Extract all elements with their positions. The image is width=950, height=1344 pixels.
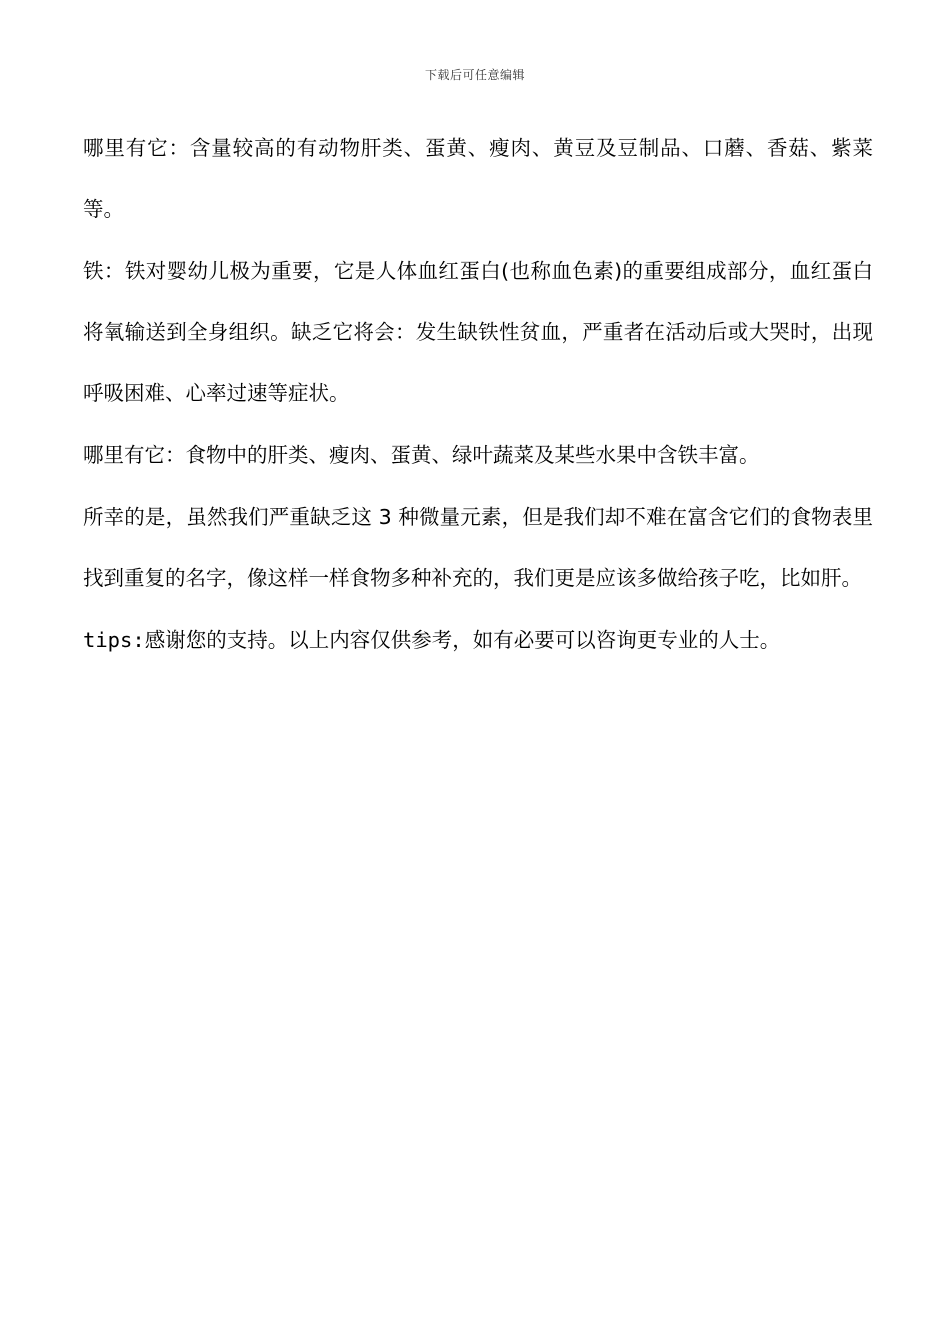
paragraph-conclusion: 所幸的是，虽然我们严重缺乏这 3 种微量元素，但是我们却不难在富含它们的食物表里找到重复的名字，像这样一样食物多种补充的，我们更是应该多做给孩子吃，比如肝。 — [83, 505, 873, 590]
paragraph-iron-importance: 铁：铁对婴幼儿极为重要，它是人体血红蛋白(也称血色素)的重要组成部分，血红蛋白将氧输送到全身组织。缺乏它将会：发生缺铁性贫血，严重者在活动后或大哭时，出现呼吸困难、心率过速等症状。 — [83, 259, 873, 405]
paragraph-zinc-sources: 哪里有它：含量较高的有动物肝类、蛋黄、瘦肉、黄豆及豆制品、口蘑、香菇、紫菜等。 — [83, 136, 873, 221]
paragraph-tips: tips:感谢您的支持。以上内容仅供参考，如有必要可以咨询更专业的人士。 — [83, 628, 781, 652]
header-note: 下载后可任意编辑 — [424, 68, 525, 82]
document-body — [83, 118, 873, 672]
paragraph-iron-sources: 哪里有它：食物中的肝类、瘦肉、蛋黄、绿叶蔬菜及某些水果中含铁丰富。 — [83, 443, 760, 467]
